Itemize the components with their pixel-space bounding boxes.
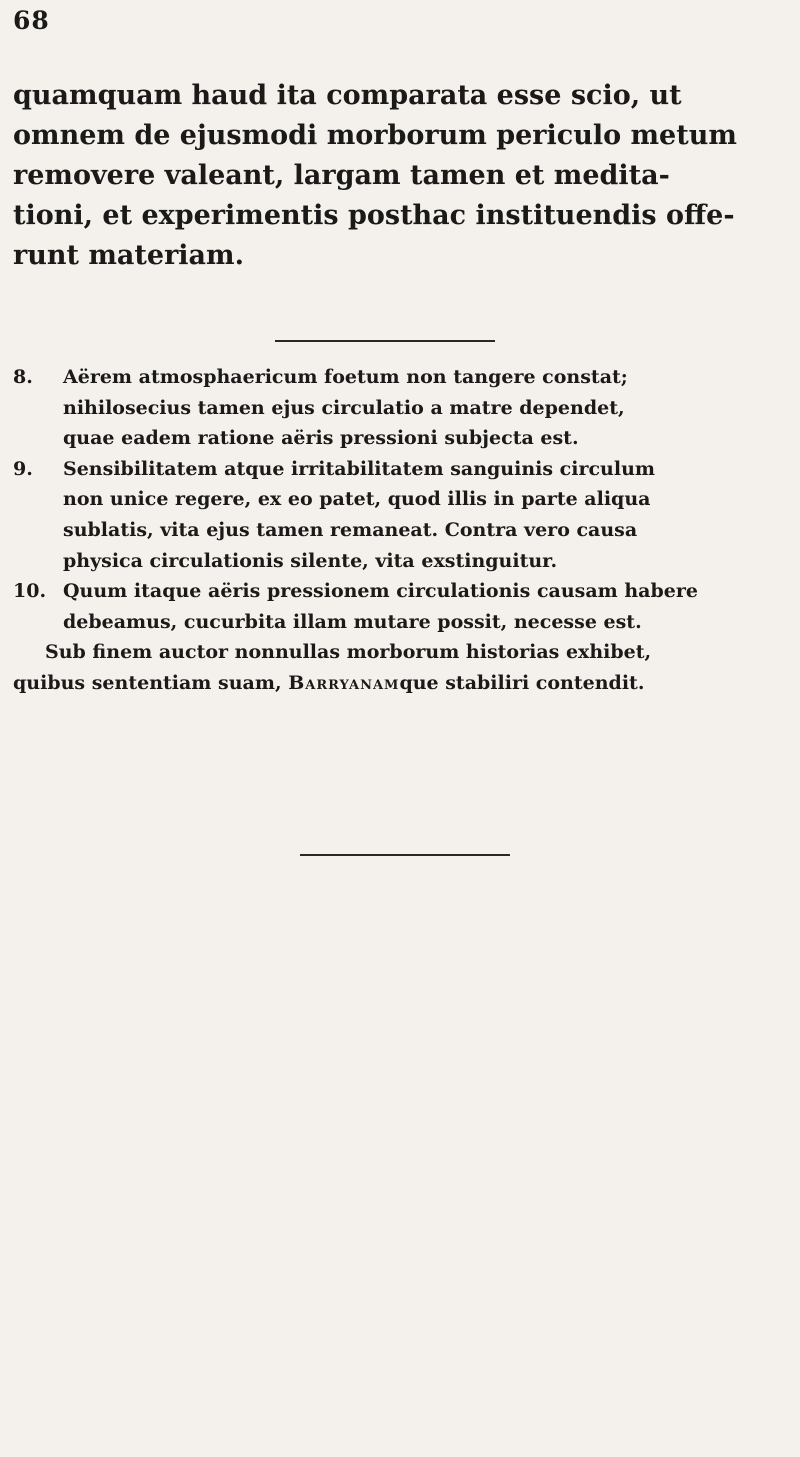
- text-fragment: que stabiliri contendit.: [399, 671, 645, 694]
- theses-section: [13, 362, 788, 699]
- section-divider: [275, 340, 495, 342]
- text-fragment: quibus sententiam suam,: [13, 671, 289, 694]
- closing-paragraph: [13, 637, 788, 698]
- text-line: debeamus, cucurbita illam mutare possit, necesse est.: [63, 610, 642, 633]
- text-line: quamquam haud ita comparata esse scio, ut: [13, 80, 682, 111]
- text-line: Quum itaque aëris pressionem circulationis causam habere: [63, 580, 698, 603]
- text-line: runt materiam.: [13, 240, 245, 271]
- text-line: [13, 668, 788, 699]
- text-line: omnem de ejusmodi morborum periculo metum: [13, 120, 737, 151]
- text-line: sublatis, vita ejus tamen remaneat. Contra vero causa: [63, 518, 638, 541]
- text-line: physica circulationis silente, vita exstinguitur.: [63, 549, 558, 572]
- thesis-8: [13, 362, 788, 454]
- page-number: 68: [13, 6, 50, 35]
- end-divider: [300, 854, 510, 856]
- text-line: removere valeant, largam tamen et medita-: [13, 160, 670, 191]
- text-line: Sub finem auctor nonnullas morborum historias exhibet,: [45, 641, 652, 664]
- text-line: tioni, et experimentis posthac instituendis offe-: [13, 200, 735, 231]
- thesis-10: [13, 576, 788, 637]
- thesis-number: 9.: [13, 457, 33, 480]
- text-line: Sensibilitatem atque irritabilitatem sanguinis circulum: [63, 457, 655, 480]
- text-line: Aërem atmosphaericum foetum non tangere constat;: [63, 366, 628, 388]
- thesis-number: 10.: [13, 580, 47, 603]
- text-line: quae eadem ratione aëris pressioni subjecta est.: [63, 427, 579, 450]
- thesis-number: 8.: [13, 366, 33, 388]
- text-line: nihilosecius tamen ejus circulatio a matre dependet,: [63, 396, 625, 419]
- intro-paragraph: [13, 76, 783, 276]
- text-line: non unice regere, ex eo patet, quod illis in parte aliqua: [63, 488, 651, 511]
- thesis-9: [13, 454, 788, 576]
- author-name: Barryanam: [288, 671, 400, 694]
